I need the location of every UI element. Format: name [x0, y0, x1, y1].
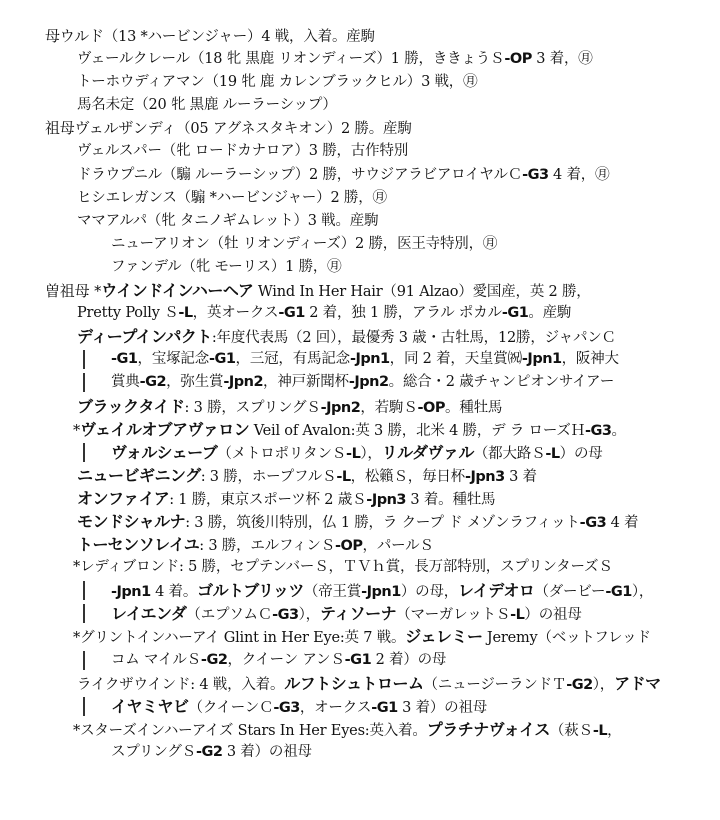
text: ，クイーン アンＳ — [227, 651, 345, 668]
text: ，神戸新聞杯 — [263, 374, 349, 391]
text: （帝王賞 — [303, 584, 362, 601]
grade: -L — [336, 468, 351, 485]
text: : 3 勝，ホープフルＳ — [200, 468, 337, 485]
veil-line-2 — [45, 441, 702, 464]
text: 2 着）の母 — [371, 651, 447, 668]
grade: -Jpn1 — [361, 584, 401, 601]
grade: -G1 — [501, 305, 529, 322]
grade: -G3 — [273, 699, 300, 716]
text: （マーガレットＳ — [396, 607, 511, 624]
grade: -Jpn3 — [464, 468, 505, 485]
text: ）， — [592, 676, 615, 693]
tosen-line — [45, 533, 702, 556]
horse-name: レイエンダ — [111, 604, 187, 624]
horse-name: プラチナヴォイス — [426, 719, 550, 739]
horse-name: リルダヴァル — [381, 442, 474, 462]
text: ）， — [631, 584, 654, 601]
text: ，松籟Ｓ，毎日杯 — [350, 468, 465, 485]
continuation-bar — [83, 581, 85, 600]
great-granddam-name: ウインドインハーヘア — [101, 281, 254, 301]
text: （都大路Ｓ — [473, 445, 546, 462]
offspring-detail: （牝 ロードカナロア）3 勝，古作特別 — [161, 143, 409, 160]
offspring-detail: （19 牝 鹿 カレンブラックヒル）3 戦，㊊ — [204, 74, 478, 91]
text: : 4 戦，入着。 — [190, 676, 285, 693]
mont-line — [45, 510, 702, 533]
text: 賞典 — [111, 374, 140, 391]
granddam-line — [45, 117, 702, 140]
text: ，英オークス — [192, 305, 279, 322]
text: 。 — [611, 422, 626, 439]
text: 4 着。 — [150, 584, 198, 601]
grade: -G3 — [585, 422, 612, 439]
grade: -G2 — [195, 743, 223, 760]
continuation-bar — [83, 373, 85, 392]
offspring-name: ニューアリオン — [111, 235, 210, 252]
text: （エプソムＣ — [186, 607, 273, 624]
text: ）の祖母 — [524, 607, 582, 624]
grade: -G3 — [579, 514, 607, 531]
grade: -L — [592, 722, 608, 739]
granddam-offspring-3 — [45, 187, 702, 210]
grade: -Jpn1 — [111, 584, 151, 601]
dam-line — [45, 25, 702, 48]
lady-line-1 — [45, 556, 702, 579]
continuation-bar — [83, 443, 85, 462]
grade: -G1 — [111, 351, 138, 368]
text: ）， — [360, 445, 382, 462]
offspring-name: ママアルパ — [77, 212, 147, 229]
horse-name: ヴェイルオブアヴァロン — [80, 419, 250, 439]
text: 3 着。種牡馬 — [406, 491, 496, 508]
continuation-bar — [83, 697, 85, 716]
lady-line-2 — [45, 579, 702, 602]
text: （ダービー — [534, 584, 606, 601]
grade: -G1 — [278, 305, 305, 322]
grade: -Jpn2 — [320, 399, 361, 416]
horse-name: スターズインハーアイズ — [80, 722, 234, 739]
continuation-bar — [83, 350, 85, 369]
grade: -OP — [335, 538, 363, 555]
grade: -Jpn3 — [366, 491, 407, 508]
granddam-offspring-1 — [45, 140, 702, 163]
like-line-2 — [45, 695, 702, 718]
text: Pretty Polly Ｓ — [77, 305, 179, 322]
horse-name: ルフトシュトローム — [284, 673, 424, 693]
text: : 5 勝，セプテンバーＳ，ＴＶｈ賞，長万部特別，スプリンターズＳ — [179, 559, 613, 576]
text: コム マイルＳ — [111, 651, 201, 668]
text: 。総合・2 歳チャンピオンサイアー — [388, 374, 615, 391]
grade: -G3 — [272, 607, 299, 624]
grade: -L — [178, 305, 193, 322]
text: 4 着 — [606, 514, 639, 531]
granddam-detail: （05 アグネスタキオン）2 勝。産駒 — [176, 121, 412, 138]
granddam-name: 祖母ヴェルザンディ — [45, 119, 177, 138]
grade: -G1 — [209, 351, 236, 368]
granddam-offspring-5 — [45, 233, 702, 256]
horse-name: ゴルトブリッツ — [197, 581, 304, 601]
dam-name: 母ウルド — [45, 27, 104, 45]
horse-name: レイデオロ — [458, 581, 535, 601]
text: : 3 勝，筑後川特別，仏 1 勝，ラ クープ ド メゾンラフィット — [185, 514, 580, 531]
grade: -L — [545, 445, 560, 462]
like-line-1 — [45, 672, 702, 695]
text: ， — [607, 722, 622, 739]
new-beginning-line — [45, 464, 702, 487]
text: ，宝塚記念 — [137, 351, 210, 368]
import-mark: * — [73, 559, 81, 576]
text: 3 着 — [504, 468, 537, 485]
text: ）， — [298, 607, 320, 624]
grade: -G2 — [566, 676, 593, 693]
deep-impact-line-1 — [45, 325, 702, 348]
text: : 3 勝，スプリングＳ — [184, 399, 321, 416]
dam-offspring-3 — [45, 94, 702, 117]
dam-offspring-2 — [45, 71, 702, 94]
grade: -Jpn2 — [348, 374, 389, 391]
text: ，若駒Ｓ — [360, 399, 418, 416]
horse-name: ヴォルシェーブ — [111, 442, 218, 462]
grade: -G1 — [344, 651, 372, 668]
text: （ニュージーランドＴ — [423, 676, 567, 693]
horse-name: ディープインパクト — [77, 327, 212, 347]
offspring-detail: （牝 モーリス）1 勝，㊊ — [181, 258, 342, 275]
offspring-detail: （騸 ルーラーシップ）2 勝，サウジアラビアロイヤルＣ — [162, 166, 523, 183]
text: （萩Ｓ — [549, 722, 593, 739]
offspring-detail: （騸 *ハービンジャー）2 勝，㊊ — [176, 189, 387, 206]
granddam-offspring-4 — [45, 210, 702, 233]
black-tide-line — [45, 395, 702, 418]
offspring-detail: （18 牝 黒鹿 リオンディーズ）1 勝，ききょうＳ — [189, 51, 505, 68]
stars-line-2 — [45, 741, 702, 764]
grade: -Jpn2 — [223, 374, 264, 391]
text: Stars In Her Eyes:英入着。 — [233, 722, 427, 739]
text: ，オークス — [299, 699, 372, 716]
grade: -G1 — [605, 584, 632, 601]
glint-line-2 — [45, 649, 702, 672]
text: ，三冠，有馬記念 — [235, 351, 350, 368]
import-mark: * — [73, 630, 81, 647]
text: ）の母， — [400, 584, 459, 601]
horse-name: グリントインハーアイ — [80, 630, 220, 647]
grade: -OP — [504, 51, 532, 68]
horse-name: アドマ — [614, 673, 661, 693]
import-mark: * — [73, 422, 81, 439]
offspring-name: ドラウプニル — [77, 166, 163, 183]
text: ，阪神大 — [561, 351, 619, 368]
horse-name: イヤミヤビ — [111, 696, 189, 716]
offspring-name: ヒシエレガンス — [77, 189, 177, 206]
horse-name: オンファイア — [77, 488, 170, 508]
lady-line-3 — [45, 602, 702, 625]
granddam-offspring-6 — [45, 256, 702, 279]
stars-line-1 — [45, 718, 702, 741]
text: Jeremy（ベットフレッド — [482, 630, 651, 647]
offspring-tail: 4 着，㊊ — [548, 166, 610, 183]
text: 3 着）の祖母 — [222, 743, 312, 760]
text: 。産駒 — [528, 305, 572, 322]
import-mark: * — [73, 722, 81, 739]
text: Veil of Avalon:英 3 勝，北米 4 勝，デ ラ ローズＨ — [249, 422, 586, 439]
great-granddam-line — [45, 279, 702, 302]
text: ，弥生賞 — [166, 374, 224, 391]
horse-name: トーセンソレイユ — [77, 535, 200, 555]
offspring-name: ヴェールクレール — [77, 51, 190, 68]
dam-detail: （13 *ハービンジャー）4 戦，入着。産駒 — [103, 29, 375, 45]
horse-name: ジェレミー — [405, 627, 483, 647]
grade: -G1 — [371, 699, 398, 716]
grade: -G3 — [522, 166, 549, 183]
grade: -G2 — [139, 374, 167, 391]
text: 2 着，独 1 勝，アラル ポカル — [304, 305, 502, 322]
offspring-name: ファンデル — [111, 258, 182, 275]
continuation-bar — [83, 651, 85, 670]
offspring-detail: （牡 リオンディーズ）2 勝，医王寺特別，㊊ — [209, 235, 498, 252]
grade: -L — [510, 607, 525, 624]
offspring-tail: 3 着，㊊ — [531, 51, 593, 68]
text: （メトロポリタンＳ — [217, 445, 347, 462]
text: Glint in Her Eye:英 7 戦。 — [219, 630, 406, 647]
offspring-detail: （20 牝 黒鹿 ルーラーシップ） — [134, 97, 337, 114]
grade: -Jpn1 — [349, 351, 390, 368]
veil-line-1 — [45, 418, 702, 441]
grade: -L — [346, 445, 361, 462]
offspring-name: 馬名未定 — [77, 97, 135, 114]
grade: -Jpn1 — [521, 351, 562, 368]
text: : 3 勝，エルフィンＳ — [199, 538, 336, 555]
offspring-name: トーホウディアマン — [77, 74, 205, 91]
horse-name: モンドシャルナ — [77, 511, 186, 531]
text: ）の母 — [559, 445, 603, 462]
text: （クイーンＣ — [188, 699, 274, 716]
horse-name: ブラックタイド — [77, 396, 185, 416]
text: 。種牡馬 — [445, 399, 503, 416]
text: スプリングＳ — [111, 743, 196, 760]
great-granddam-label: 曽祖母 * — [45, 282, 102, 301]
horse-name: ニュービギニング — [77, 465, 201, 485]
text: 3 着）の祖母 — [397, 699, 488, 716]
horse-name: ライクザウインド — [77, 676, 191, 693]
horse-name: ティソーナ — [319, 604, 397, 624]
on-fire-line — [45, 487, 702, 510]
dam-offspring-1 — [45, 48, 702, 71]
continuation-bar — [83, 604, 85, 623]
great-granddam-line-2 — [45, 302, 702, 325]
text: ，同 2 着，天皇賞㈷ — [389, 351, 522, 368]
text: ，パールＳ — [362, 538, 434, 555]
grade: -G2 — [200, 651, 228, 668]
deep-impact-line-3 — [45, 371, 702, 394]
text: : 1 勝，東京スポーツ杯 2 歳Ｓ — [169, 491, 367, 508]
great-granddam-detail: Wind In Her Hair（91 Alzao）愛国産，英 2 勝， — [253, 284, 591, 301]
text: :年度代表馬（2 回），最優秀 3 歳・古牡馬，12勝，ジャパンＣ — [211, 330, 616, 347]
glint-line-1 — [45, 625, 702, 648]
deep-impact-line-2 — [45, 348, 702, 371]
granddam-offspring-2 — [45, 164, 702, 187]
grade: -OP — [417, 399, 446, 416]
offspring-detail: （牝 タニノギムレット）3 戦。産駒 — [146, 212, 379, 229]
horse-name: レディブロンド — [80, 559, 180, 576]
offspring-name: ヴェルスパー — [77, 143, 162, 160]
